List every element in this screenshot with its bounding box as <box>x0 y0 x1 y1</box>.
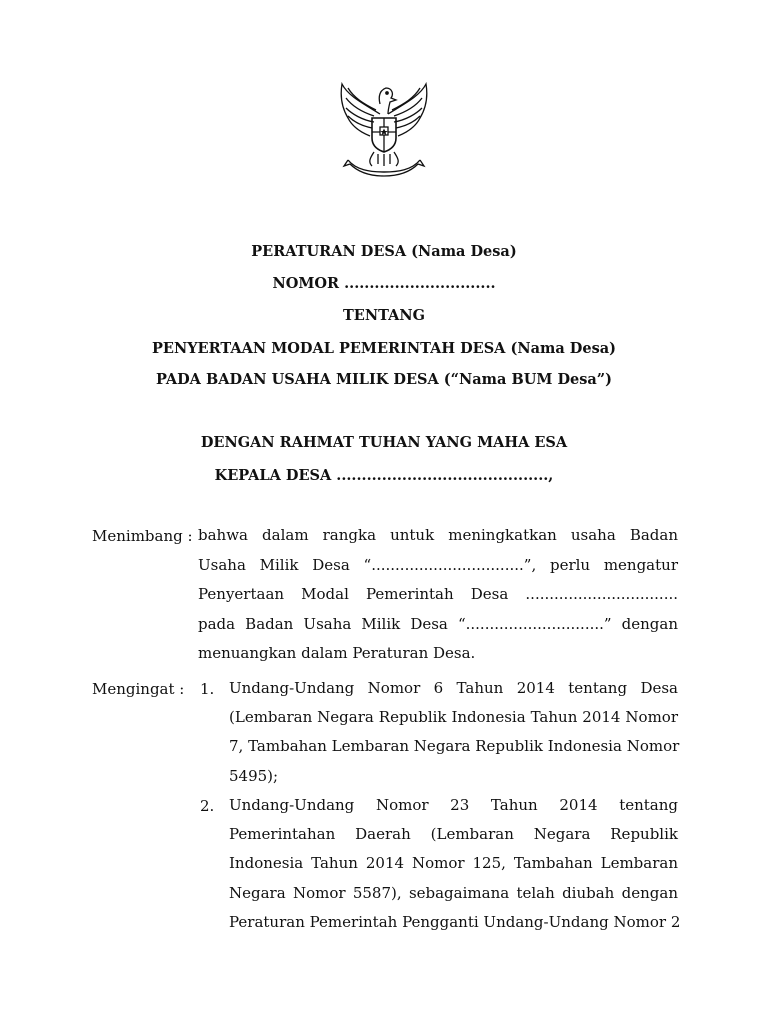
item-line: Undang-Undang Nomor 23 Tahun 2014 tentang <box>229 796 678 814</box>
menimbang-line: menuangkan dalam Peraturan Desa. <box>198 644 476 662</box>
preamble-invocation: DENGAN RAHMAT TUHAN YANG MAHA ESA <box>200 434 568 451</box>
mengingat-label: Mengingat : <box>92 680 185 698</box>
subject-line-2: PADA BADAN USAHA MILIK DESA (“Nama BUM Desa”) <box>155 371 613 388</box>
item-line: Indonesia Tahun 2014 Nomor 125, Tambahan Lembaran <box>229 854 678 873</box>
menimbang-line: pada Badan Usaha Milik Desa “.............................” dengan <box>198 614 678 633</box>
menimbang-text <box>198 521 678 669</box>
item-line: Undang-Undang Nomor 6 Tahun 2014 tentang Desa <box>229 679 678 697</box>
menimbang-label: Menimbang : <box>92 527 193 545</box>
subject-line-1: PENYERTAAN MODAL PEMERINTAH DESA (Nama Desa) <box>151 340 616 357</box>
about-heading: TENTANG <box>343 307 425 324</box>
menimbang-line: Usaha Milik Desa “................................”, perlu mengatur <box>198 555 678 574</box>
regulation-title: PERATURAN DESA (Nama Desa) <box>251 243 517 260</box>
item-line: Negara Nomor 5587), sebagaimana telah diubah dengan <box>229 883 678 902</box>
item-line: 5495); <box>229 766 279 785</box>
mengingat-item-2 <box>229 791 681 937</box>
item-line: 7, Tambahan Lembaran Negara Republik Indonesia Nomor <box>229 737 680 756</box>
item-number: 2. <box>200 797 215 815</box>
regulation-number: NOMOR .............................. <box>272 275 496 292</box>
village-head-line: KEPALA DESA .........................................., <box>214 467 554 484</box>
menimbang-line: bahwa dalam rangka untuk meningkatkan usaha Badan <box>198 526 678 544</box>
garuda-emblem-icon <box>334 74 434 178</box>
item-line: Pemerintahan Daerah (Lembaran Negara Republik <box>229 825 678 844</box>
mengingat-item-1 <box>229 674 678 791</box>
item-number: 1. <box>200 680 215 698</box>
item-line: Peraturan Pemerintah Pengganti Undang-Undang Nomor 2 <box>229 912 681 931</box>
menimbang-line: Penyertaan Modal Pemerintah Desa ................................ <box>198 585 678 603</box>
item-line: (Lembaran Negara Republik Indonesia Tahun 2014 Nomor <box>229 708 678 727</box>
